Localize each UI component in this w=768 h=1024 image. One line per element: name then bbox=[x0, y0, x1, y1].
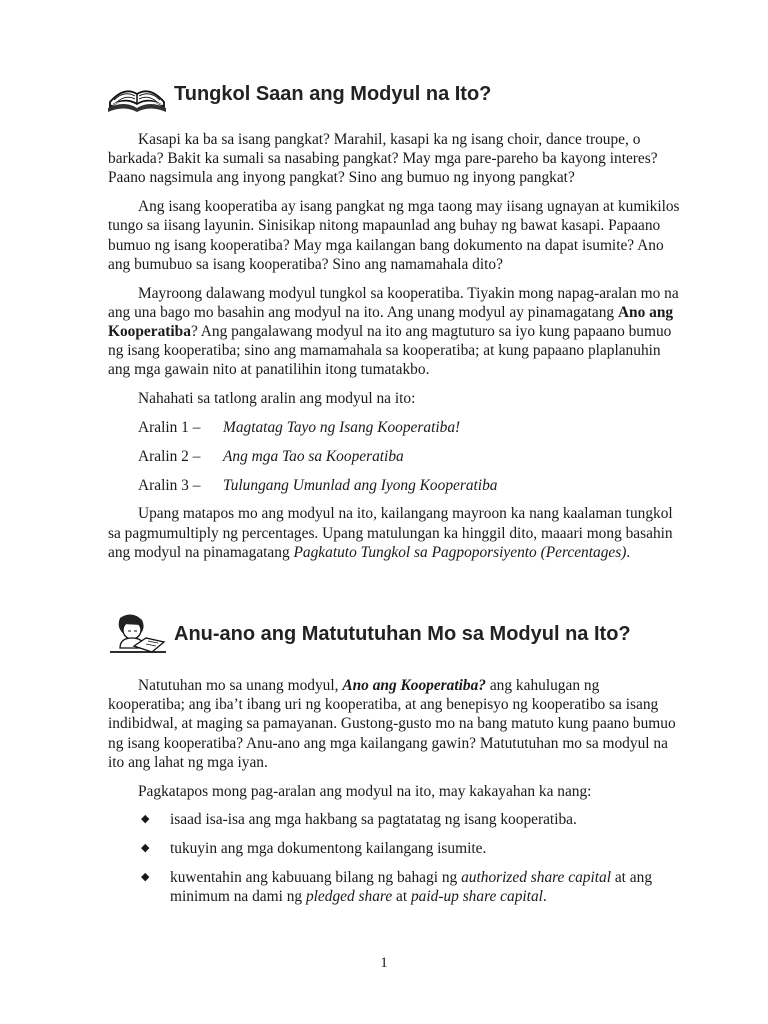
section-title: Anu-ano ang Matututuhan Mo sa Modyul na Ito? bbox=[174, 622, 631, 645]
open-book-icon bbox=[106, 72, 168, 116]
module-reference: Ano ang Kooperatiba? bbox=[342, 677, 486, 694]
list-item: ◆ tukuyin ang mga dokumentong kailangang isumite. bbox=[141, 840, 487, 858]
list-item: ◆ kuwentahin ang kabuuang bilang ng bahagi ng authorized share capital at ang minimum na dami ng pledged share at paid-up share capital. bbox=[141, 869, 653, 906]
paragraph: Upang matapos mo ang modyul na ito, kailangang mayroon ka nang kaalaman tungkol sa pagmumultiply ng percentages. Upang matulungan ka hinggil dito, maaari mong basahin ang modyul na pinamagatang Pagkatuto Tungkol sa Pagpoporsiyento (Percentages). bbox=[108, 505, 673, 561]
bullet-diamond-icon: ◆ bbox=[141, 813, 150, 826]
list-item: ◆ isaad isa-isa ang mga hakbang sa pagtatatag ng isang kooperatiba. bbox=[141, 811, 577, 829]
objectives-list bbox=[108, 810, 680, 906]
section-heading-1 bbox=[106, 72, 491, 116]
module-title-bold: Ano ang Kooperatiba bbox=[108, 303, 674, 341]
section-title: Tungkol Saan ang Modyul na Ito? bbox=[174, 82, 492, 105]
paragraph: Kasapi ka ba sa isang pangkat? Marahil, kasapi ka ng isang choir, dance troupe, o barkada? Bakit ka sumali sa nasabing pangkat? May mga pare-pareho ba kayong interes? Paano nagsimula ang inyong pangkat? Sino ang bumuo ng inyong pangkat? bbox=[108, 131, 658, 187]
module-reference: Pagkatuto Tungkol sa Pagpoporsiyento (Percentages) bbox=[293, 543, 627, 561]
lesson-item: Aralin 1 – Magtatag Tayo ng Isang Kooperatiba! bbox=[138, 419, 461, 437]
page-number: 1 bbox=[380, 955, 388, 971]
section-1-body bbox=[108, 130, 680, 572]
lesson-item: Aralin 2 – Ang mga Tao sa Kooperatiba bbox=[138, 447, 404, 465]
paragraph: Nahahati sa tatlong aralin ang modyul na ito: bbox=[138, 390, 416, 408]
paragraph: Mayroong dalawang modyul tungkol sa kooperatiba. Tiyakin mong napag-aralan mo na ang una bago mo basahin ang modyul na ito. Ang unang modyul ay pinamagatang Ano ang Kooperatiba? Ang pangalawang modyul na ito ang magtuturo sa iyo kung papaano bumuo ng isang kooperatiba; sino ang mamamahala sa kooperatiba; at kung papaano plaplanuhin ang mga gawain nito at panatilihin itong tumatakbo. bbox=[108, 284, 679, 379]
student-reading-icon bbox=[106, 612, 168, 656]
paragraph: Pagkatapos mong pag-aralan ang modyul na ito, may kakayahan ka nang: bbox=[138, 782, 592, 800]
lesson-item: Aralin 3 – Tulungang Umunlad ang Iyong Kooperatiba bbox=[138, 476, 498, 494]
section-2-body bbox=[108, 676, 680, 916]
bullet-diamond-icon: ◆ bbox=[141, 842, 150, 855]
paragraph: Ang isang kooperatiba ay isang pangkat ng mga taong may iisang ugnayan at kumikilos tungo sa iisang layunin. Sinisikap nitong mapaunlad ang buhay ng bawat kasapi. Papaano bumuo ng isang kooperatiba? May mga kailangan bang dokumento na dapat isumite? Ano ang bumubuo sa isang kooperatiba? Sino ang namamahala dito? bbox=[108, 198, 680, 273]
section-heading-2 bbox=[106, 612, 631, 656]
paragraph: Natutuhan mo sa unang modyul, Ano ang Kooperatiba? ang kahulugan ng kooperatiba; ang iba’t ibang uri ng kooperatiba, at ang benepisyo ng kooperatibo sa isang indibidwal, at maging sa pamayanan. Gustong-gusto mo na bang matuto kung paano bumuo ng isang kooperatiba? Anu-ano ang mga kailangang gawin? Matututuhan mo sa modyul na ito ang lahat ng mga iyan. bbox=[108, 677, 676, 771]
bullet-diamond-icon: ◆ bbox=[141, 871, 150, 883]
